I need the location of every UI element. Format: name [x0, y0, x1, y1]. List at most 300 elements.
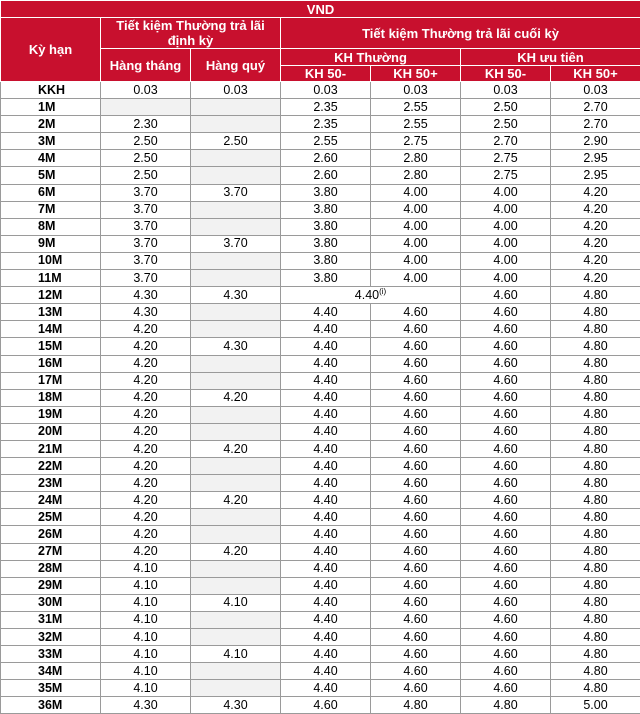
monthly-rate-cell: 4.20 [101, 475, 191, 492]
term-cell: 19M [1, 406, 101, 423]
term-cell: 15M [1, 338, 101, 355]
priority-under50-rate-cell: 4.00 [461, 252, 551, 269]
monthly-rate-cell: 4.10 [101, 629, 191, 646]
term-cell: 36M [1, 697, 101, 714]
quarterly-rate-cell [191, 252, 281, 269]
regular-under50-rate-cell: 3.80 [281, 184, 371, 201]
quarterly-rate-cell [191, 611, 281, 628]
term-cell: 1M [1, 99, 101, 116]
monthly-rate-cell: 4.20 [101, 372, 191, 389]
quarterly-rate-cell [191, 663, 281, 680]
monthly-rate-cell: 4.20 [101, 389, 191, 406]
regular-over50-rate-cell: 2.55 [371, 99, 461, 116]
regular-over50-rate-cell: 4.60 [371, 663, 461, 680]
monthly-rate-cell: 4.20 [101, 423, 191, 440]
table-row [1, 287, 640, 304]
priority-under50-rate-cell: 4.60 [461, 509, 551, 526]
term-cell: 18M [1, 389, 101, 406]
regular-under50-rate-cell: 2.35 [281, 99, 371, 116]
regular-under50-rate-cell: 4.40 [281, 423, 371, 440]
priority-under50-rate-cell: 4.60 [461, 680, 551, 697]
priority-over50-rate-cell: 4.80 [551, 526, 640, 543]
end-of-term-interest-header: Tiết kiệm Thường trả lãi cuối kỳ [281, 18, 640, 49]
regular-under50-rate-cell: 4.40 [281, 304, 371, 321]
priority-over50-rate-cell: 4.80 [551, 594, 640, 611]
priority-under50-rate-cell: 4.60 [461, 458, 551, 475]
priority-over50-rate-cell: 4.80 [551, 423, 640, 440]
regular-customer-rate-cell [281, 287, 461, 304]
regular-over50-rate-cell: 0.03 [371, 82, 461, 99]
quarterly-rate-cell [191, 526, 281, 543]
quarterly-rate-cell [191, 270, 281, 287]
table-row [1, 338, 640, 355]
regular-over50-rate-cell: 4.60 [371, 611, 461, 628]
regular-over50-rate-cell: 4.00 [371, 235, 461, 252]
regular-over50-rate-cell: 4.60 [371, 304, 461, 321]
regular-under50-rate-cell: 0.03 [281, 82, 371, 99]
term-cell: 4M [1, 150, 101, 167]
regular-over50-rate-cell: 4.60 [371, 389, 461, 406]
regular-over50-rate-cell: 4.00 [371, 201, 461, 218]
table-row [1, 594, 640, 611]
priority-over50-rate-cell: 4.80 [551, 646, 640, 663]
quarterly-rate-cell: 3.70 [191, 235, 281, 252]
priority-under50-rate-cell: 4.60 [461, 475, 551, 492]
quarterly-rate-cell: 4.30 [191, 287, 281, 304]
regular-under50-rate-cell: 4.40 [281, 492, 371, 509]
monthly-rate-cell: 2.50 [101, 150, 191, 167]
priority-under50-rate-cell: 2.75 [461, 150, 551, 167]
table-row [1, 423, 640, 440]
regular-under50-rate-cell: 4.40 [281, 389, 371, 406]
regular-over50-rate-cell: 4.60 [371, 680, 461, 697]
quarterly-rate-cell: 4.20 [191, 440, 281, 457]
regular-over50-rate-cell: 4.00 [371, 218, 461, 235]
quarterly-rate-cell: 4.10 [191, 594, 281, 611]
priority-over50-rate-cell: 4.80 [551, 406, 640, 423]
table-row [1, 99, 640, 116]
monthly-rate-cell: 4.20 [101, 458, 191, 475]
priority-under50-rate-cell: 4.60 [461, 406, 551, 423]
quarterly-rate-cell: 3.70 [191, 184, 281, 201]
priority-under50-rate-cell: 4.60 [461, 338, 551, 355]
regular-over50-rate-cell: 2.80 [371, 150, 461, 167]
monthly-rate-cell: 4.30 [101, 697, 191, 714]
priority-under50-rate-cell: 4.00 [461, 235, 551, 252]
priority-over50-rate-cell: 4.80 [551, 338, 640, 355]
priority-under50-rate-cell: 4.60 [461, 304, 551, 321]
regular-under50-rate-cell: 4.40 [281, 406, 371, 423]
monthly-rate-cell: 4.30 [101, 304, 191, 321]
footnote-marker: (i) [379, 287, 386, 296]
regular-under50-rate-cell: 4.40 [281, 594, 371, 611]
table-row [1, 372, 640, 389]
regular-over50-rate-cell: 4.60 [371, 372, 461, 389]
quarterly-rate-cell [191, 116, 281, 133]
priority-over50-rate-cell: 4.20 [551, 270, 640, 287]
term-cell: 17M [1, 372, 101, 389]
monthly-rate-cell: 3.70 [101, 270, 191, 287]
priority-over50-rate-cell: 4.20 [551, 252, 640, 269]
term-header: Kỳ hạn [1, 18, 101, 82]
term-cell: 22M [1, 458, 101, 475]
priority-under50-rate-cell: 4.60 [461, 492, 551, 509]
regular-over50-rate-cell: 4.00 [371, 252, 461, 269]
quarterly-rate-cell [191, 372, 281, 389]
regular-under50-rate-cell: 4.40 [281, 458, 371, 475]
table-row [1, 389, 640, 406]
regular-over50-rate-cell: 4.60 [371, 594, 461, 611]
term-cell: 11M [1, 270, 101, 287]
regular-under50-rate-cell: 3.80 [281, 270, 371, 287]
monthly-rate-cell: 3.70 [101, 218, 191, 235]
priority-under50-rate-cell: 4.00 [461, 184, 551, 201]
priority-over50-rate-cell: 4.80 [551, 458, 640, 475]
priority-under50-rate-cell: 4.60 [461, 423, 551, 440]
table-row [1, 440, 640, 457]
priority-over50-rate-cell: 4.80 [551, 321, 640, 338]
priority-under50-rate-cell: 4.60 [461, 611, 551, 628]
priority-over50-rate-cell: 4.80 [551, 680, 640, 697]
regular-under50-rate-cell: 4.40 [281, 321, 371, 338]
regular-over50-rate-cell: 4.60 [371, 321, 461, 338]
regular-under50-rate-cell: 4.40 [281, 543, 371, 560]
regular-under50-rate-cell: 4.40 [281, 440, 371, 457]
regular-under50-rate-cell: 2.60 [281, 150, 371, 167]
quarterly-header: Hàng quý [191, 49, 281, 82]
monthly-rate-cell: 3.70 [101, 201, 191, 218]
priority-over50-rate-cell: 4.80 [551, 355, 640, 372]
monthly-rate-cell: 4.10 [101, 663, 191, 680]
quarterly-rate-cell [191, 304, 281, 321]
priority-over50-rate-cell: 2.95 [551, 167, 640, 184]
priority-under50-rate-cell: 2.50 [461, 116, 551, 133]
regular-over50-rate-cell: 4.60 [371, 560, 461, 577]
regular-over50-rate-cell: 4.00 [371, 270, 461, 287]
regular-under50-rate-cell: 2.55 [281, 133, 371, 150]
monthly-rate-cell: 4.20 [101, 406, 191, 423]
regular-under50-rate-cell: 4.40 [281, 475, 371, 492]
quarterly-rate-cell: 0.03 [191, 82, 281, 99]
term-cell: 8M [1, 218, 101, 235]
priority-over50-rate-cell: 4.80 [551, 440, 640, 457]
quarterly-rate-cell [191, 99, 281, 116]
priority-over50-rate-cell: 4.80 [551, 577, 640, 594]
quarterly-rate-cell: 4.10 [191, 646, 281, 663]
quarterly-rate-cell [191, 509, 281, 526]
quarterly-rate-cell [191, 321, 281, 338]
term-cell: 21M [1, 440, 101, 457]
regular-over50-header: KH 50+ [371, 66, 461, 82]
quarterly-rate-cell [191, 167, 281, 184]
term-cell: 33M [1, 646, 101, 663]
term-cell: 29M [1, 577, 101, 594]
table-row [1, 611, 640, 628]
priority-over50-rate-cell: 4.80 [551, 492, 640, 509]
monthly-rate-cell: 4.30 [101, 287, 191, 304]
regular-over50-rate-cell: 4.80 [371, 697, 461, 714]
priority-under50-rate-cell: 4.60 [461, 389, 551, 406]
priority-under50-rate-cell: 4.00 [461, 218, 551, 235]
monthly-rate-cell: 4.10 [101, 646, 191, 663]
table-row [1, 646, 640, 663]
priority-over50-rate-cell: 4.80 [551, 304, 640, 321]
table-row [1, 492, 640, 509]
regular-under50-rate-cell: 4.40 [281, 663, 371, 680]
regular-over50-rate-cell: 4.60 [371, 355, 461, 372]
monthly-rate-cell: 4.20 [101, 492, 191, 509]
priority-over50-rate-cell: 4.20 [551, 235, 640, 252]
monthly-rate-cell: 2.50 [101, 133, 191, 150]
regular-under50-rate-cell: 4.40 [281, 509, 371, 526]
priority-over50-rate-cell: 4.20 [551, 218, 640, 235]
monthly-rate-cell: 4.10 [101, 560, 191, 577]
regular-under50-rate-cell: 4.40 [281, 611, 371, 628]
quarterly-rate-cell [191, 423, 281, 440]
regular-under50-rate-cell: 4.40 [281, 355, 371, 372]
table-row [1, 252, 640, 269]
regular-under50-header: KH 50- [281, 66, 371, 82]
priority-over50-rate-cell: 2.90 [551, 133, 640, 150]
regular-under50-rate-cell: 2.60 [281, 167, 371, 184]
table-row [1, 663, 640, 680]
term-cell: 2M [1, 116, 101, 133]
regular-over50-rate-cell: 2.55 [371, 116, 461, 133]
priority-under50-header: KH 50- [461, 66, 551, 82]
monthly-rate-cell: 3.70 [101, 184, 191, 201]
priority-over50-rate-cell: 4.80 [551, 372, 640, 389]
monthly-rate-cell: 3.70 [101, 252, 191, 269]
table-row [1, 629, 640, 646]
priority-over50-rate-cell: 4.80 [551, 543, 640, 560]
quarterly-rate-cell [191, 355, 281, 372]
regular-under50-rate-cell: 3.80 [281, 201, 371, 218]
term-cell: 26M [1, 526, 101, 543]
priority-over50-rate-cell: 4.80 [551, 509, 640, 526]
regular-over50-rate-cell: 4.60 [371, 338, 461, 355]
monthly-rate-cell: 4.20 [101, 338, 191, 355]
regular-over50-rate-cell: 4.60 [371, 543, 461, 560]
priority-under50-rate-cell: 4.60 [461, 355, 551, 372]
monthly-rate-cell: 2.30 [101, 116, 191, 133]
rate-value: 4.40 [355, 288, 379, 302]
regular-over50-rate-cell: 4.60 [371, 475, 461, 492]
term-cell: 14M [1, 321, 101, 338]
priority-under50-rate-cell: 4.60 [461, 629, 551, 646]
table-row [1, 680, 640, 697]
rate-table-body [1, 82, 640, 714]
regular-under50-rate-cell: 2.35 [281, 116, 371, 133]
quarterly-rate-cell [191, 577, 281, 594]
term-cell: 27M [1, 543, 101, 560]
monthly-rate-cell: 4.10 [101, 611, 191, 628]
term-cell: 6M [1, 184, 101, 201]
term-cell: 13M [1, 304, 101, 321]
priority-under50-rate-cell: 4.00 [461, 270, 551, 287]
regular-over50-rate-cell: 4.60 [371, 492, 461, 509]
priority-over50-rate-cell: 4.20 [551, 184, 640, 201]
quarterly-rate-cell [191, 201, 281, 218]
priority-under50-rate-cell: 2.75 [461, 167, 551, 184]
priority-over50-rate-cell: 4.80 [551, 475, 640, 492]
table-row [1, 475, 640, 492]
quarterly-rate-cell: 2.50 [191, 133, 281, 150]
term-cell: 7M [1, 201, 101, 218]
term-cell: 3M [1, 133, 101, 150]
regular-under50-rate-cell: 4.40 [281, 629, 371, 646]
regular-under50-rate-cell: 4.40 [281, 338, 371, 355]
quarterly-rate-cell [191, 218, 281, 235]
quarterly-rate-cell [191, 406, 281, 423]
regular-under50-rate-cell: 4.40 [281, 646, 371, 663]
quarterly-rate-cell: 4.30 [191, 338, 281, 355]
term-cell: 12M [1, 287, 101, 304]
quarterly-rate-cell: 4.20 [191, 543, 281, 560]
priority-under50-rate-cell: 0.03 [461, 82, 551, 99]
priority-over50-rate-cell: 4.80 [551, 389, 640, 406]
regular-under50-rate-cell: 4.40 [281, 577, 371, 594]
term-cell: 28M [1, 560, 101, 577]
term-cell: 24M [1, 492, 101, 509]
regular-over50-rate-cell: 4.60 [371, 509, 461, 526]
table-row [1, 321, 640, 338]
monthly-rate-cell: 0.03 [101, 82, 191, 99]
regular-under50-rate-cell: 4.40 [281, 680, 371, 697]
priority-over50-rate-cell: 4.20 [551, 201, 640, 218]
regular-under50-rate-cell: 4.40 [281, 372, 371, 389]
priority-over50-rate-cell: 4.80 [551, 663, 640, 680]
currency-header: VND [1, 1, 640, 18]
term-cell: 31M [1, 611, 101, 628]
table-row [1, 116, 640, 133]
regular-over50-rate-cell: 4.60 [371, 526, 461, 543]
monthly-header: Hàng tháng [101, 49, 191, 82]
regular-customer-header: KH Thường [281, 49, 461, 66]
regular-over50-rate-cell: 4.60 [371, 577, 461, 594]
priority-over50-rate-cell: 2.95 [551, 150, 640, 167]
table-row [1, 167, 640, 184]
monthly-rate-cell: 4.10 [101, 594, 191, 611]
table-row [1, 235, 640, 252]
priority-over50-rate-cell: 2.70 [551, 116, 640, 133]
regular-under50-rate-cell: 4.40 [281, 560, 371, 577]
monthly-rate-cell: 4.20 [101, 543, 191, 560]
priority-under50-rate-cell: 4.00 [461, 201, 551, 218]
regular-over50-rate-cell: 2.80 [371, 167, 461, 184]
priority-over50-rate-cell: 4.80 [551, 611, 640, 628]
table-row [1, 304, 640, 321]
table-row [1, 133, 640, 150]
priority-over50-rate-cell: 5.00 [551, 697, 640, 714]
quarterly-rate-cell [191, 150, 281, 167]
regular-over50-rate-cell: 4.60 [371, 406, 461, 423]
regular-under50-rate-cell: 3.80 [281, 218, 371, 235]
term-cell: 34M [1, 663, 101, 680]
priority-under50-rate-cell: 4.60 [461, 440, 551, 457]
quarterly-rate-cell: 4.20 [191, 492, 281, 509]
regular-over50-rate-cell: 4.60 [371, 440, 461, 457]
table-row [1, 543, 640, 560]
term-cell: 25M [1, 509, 101, 526]
table-row [1, 218, 640, 235]
term-cell: 10M [1, 252, 101, 269]
quarterly-rate-cell [191, 475, 281, 492]
regular-over50-rate-cell: 4.60 [371, 423, 461, 440]
monthly-rate-cell: 4.10 [101, 680, 191, 697]
quarterly-rate-cell [191, 560, 281, 577]
term-cell: 35M [1, 680, 101, 697]
monthly-rate-cell: 4.20 [101, 526, 191, 543]
priority-over50-rate-cell: 4.80 [551, 560, 640, 577]
term-cell: 23M [1, 475, 101, 492]
table-row [1, 577, 640, 594]
term-cell: 5M [1, 167, 101, 184]
table-row [1, 355, 640, 372]
regular-under50-rate-cell: 4.40 [281, 526, 371, 543]
priority-under50-rate-cell: 4.60 [461, 594, 551, 611]
table-row [1, 406, 640, 423]
priority-over50-rate-cell: 4.80 [551, 629, 640, 646]
table-row [1, 697, 640, 714]
term-cell: KKH [1, 82, 101, 99]
table-row [1, 270, 640, 287]
quarterly-rate-cell [191, 458, 281, 475]
regular-under50-rate-cell: 4.60 [281, 697, 371, 714]
quarterly-rate-cell [191, 629, 281, 646]
regular-over50-rate-cell: 4.60 [371, 629, 461, 646]
table-row [1, 560, 640, 577]
term-cell: 30M [1, 594, 101, 611]
table-row [1, 458, 640, 475]
regular-under50-rate-cell: 3.80 [281, 252, 371, 269]
monthly-rate-cell: 4.20 [101, 321, 191, 338]
table-row [1, 150, 640, 167]
priority-under50-rate-cell: 4.80 [461, 697, 551, 714]
table-row [1, 82, 640, 99]
regular-under50-rate-cell: 3.80 [281, 235, 371, 252]
regular-over50-rate-cell: 2.75 [371, 133, 461, 150]
periodic-interest-header: Tiết kiệm Thường trả lãi định kỳ [101, 18, 281, 49]
table-row [1, 184, 640, 201]
priority-under50-rate-cell: 4.60 [461, 646, 551, 663]
monthly-rate-cell: 3.70 [101, 235, 191, 252]
monthly-rate-cell [101, 99, 191, 116]
priority-under50-rate-cell: 4.60 [461, 372, 551, 389]
priority-over50-header: KH 50+ [551, 66, 640, 82]
term-cell: 9M [1, 235, 101, 252]
monthly-rate-cell: 2.50 [101, 167, 191, 184]
priority-under50-rate-cell: 2.70 [461, 133, 551, 150]
quarterly-rate-cell: 4.20 [191, 389, 281, 406]
monthly-rate-cell: 4.20 [101, 355, 191, 372]
priority-under50-rate-cell: 4.60 [461, 287, 551, 304]
term-cell: 16M [1, 355, 101, 372]
regular-over50-rate-cell: 4.60 [371, 458, 461, 475]
monthly-rate-cell: 4.20 [101, 440, 191, 457]
priority-under50-rate-cell: 4.60 [461, 577, 551, 594]
table-row [1, 509, 640, 526]
priority-under50-rate-cell: 4.60 [461, 543, 551, 560]
monthly-rate-cell: 4.20 [101, 509, 191, 526]
monthly-rate-cell: 4.10 [101, 577, 191, 594]
priority-over50-rate-cell: 0.03 [551, 82, 640, 99]
term-cell: 20M [1, 423, 101, 440]
term-cell: 32M [1, 629, 101, 646]
priority-customer-header: KH ưu tiên [461, 49, 640, 66]
priority-under50-rate-cell: 2.50 [461, 99, 551, 116]
quarterly-rate-cell: 4.30 [191, 697, 281, 714]
quarterly-rate-cell [191, 680, 281, 697]
